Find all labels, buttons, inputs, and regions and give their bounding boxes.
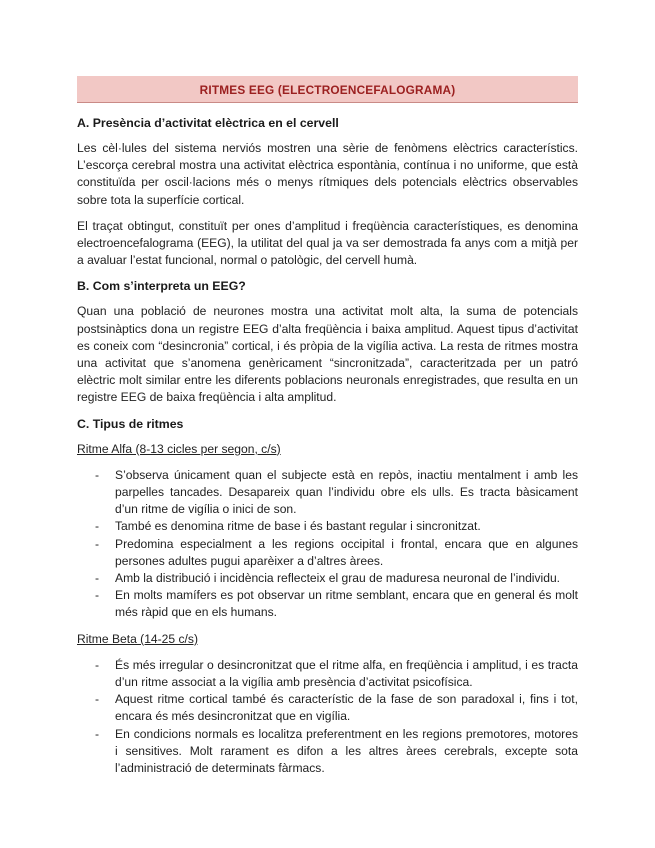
list-item-text: També es denomina ritme de base i és bastant regular i sincronitzat. — [115, 519, 481, 534]
section-a-paragraph-1: Les cèl·lules del sistema nerviós mostren una sèrie de fenòmens elèctrics característics. L’escorça cerebral mostra una activitat elèctrica espontània, contínua i no uniforme, que està constituïda per oscil·lacions més o menys rítmiques dels potencials elèctrics observables sobre tota la superfície cortical. — [77, 141, 578, 207]
alfa-rhythm-list — [77, 467, 578, 622]
list-item — [77, 518, 578, 535]
bullet-dash: - — [95, 692, 100, 707]
bullet-dash: - — [95, 657, 100, 672]
bullet-dash: - — [95, 519, 100, 534]
list-item — [77, 726, 578, 778]
list-item — [77, 536, 578, 570]
beta-rhythm-subheading: Ritme Beta (14-25 c/s) — [77, 631, 198, 646]
section-b-paragraph-1: Quan una població de neurones mostra una activitat molt alta, la suma de potencials postsinàptics dona un registre EEG d’alta freqüència i baixa amplitud. Aquest tipus d’activitat es coneix com “desincronia” cortical, i és pròpia de la vigília activa. La resta de ritmes mostra una activitat que s’anomena genèricament “sincronitzada”, caracteritzada per un patró elèctric molt similar entre les diferents poblacions neuronals enregistrades, que resulta en un registre EEG de baixa freqüència i alta amplitud. — [77, 304, 578, 405]
beta-rhythm-list — [77, 657, 578, 777]
alfa-rhythm-subheading: Ritme Alfa (8-13 cicles per segon, c/s) — [77, 441, 281, 456]
bullet-dash: - — [95, 467, 100, 482]
list-item-text: Aquest ritme cortical també és característic de la fase de son paradoxal i, fins i tot, encara és més desincronitzat que en vigília. — [115, 692, 578, 724]
list-item-text: En condicions normals es localitza preferentment en les regions premotores, motores i sensitives. Molt rarament es difon a les altres àrees cerebrals, excepte sota l’administració de determinats fàrmacs. — [115, 726, 578, 776]
list-item — [77, 691, 578, 725]
list-item-text: Predomina especialment a les regions occipital i frontal, encara que en algunes persones adultes pugui aparèixer a d’altres àrees. — [115, 536, 578, 568]
bullet-dash: - — [95, 726, 100, 741]
list-item — [77, 657, 578, 691]
bullet-dash: - — [95, 536, 100, 551]
list-item — [77, 587, 578, 621]
list-item-text: En molts mamífers es pot observar un ritme semblant, encara que en general és molt més ràpid que en els humans. — [115, 588, 578, 620]
list-item-text: S’observa únicament quan el subjecte està en repòs, inactiu mentalment i amb les parpelles tancades. Desapareix quan l’individu obre els ulls. Es tracta bàsicament d’un ritme de vigília o inici de son. — [115, 467, 578, 517]
list-item-text: És més irregular o desincronitzat que el ritme alfa, en freqüència i amplitud, i es tracta d’un ritme associat a la vigília amb presència d’activitat psicofísica. — [115, 657, 578, 690]
list-item — [77, 570, 578, 587]
section-a-paragraph-2: El traçat obtingut, constituït per ones d’amplitud i freqüència característiques, es denomina electroencefalograma (EEG), la utilitat del qual ja va ser demostrada fa anys com a mitjà per a avaluar l’estat funcional, normal o patològic, del cervell humà. — [77, 218, 578, 268]
list-item-text: Amb la distribució i incidència reflecteix el grau de maduresa neuronal de l’individu. — [115, 571, 561, 586]
section-c-heading: C. Tipus de ritmes — [77, 416, 184, 431]
bullet-dash: - — [95, 571, 100, 586]
section-b-heading: B. Com s’interpreta un EEG? — [77, 279, 246, 294]
document-title: RITMES EEG (ELECTROENCEFALOGRAMA) — [77, 76, 578, 103]
list-item — [77, 467, 578, 519]
section-a-heading: A. Presència d’activitat elèctrica en el cervell — [77, 116, 339, 130]
bullet-dash: - — [95, 588, 100, 603]
